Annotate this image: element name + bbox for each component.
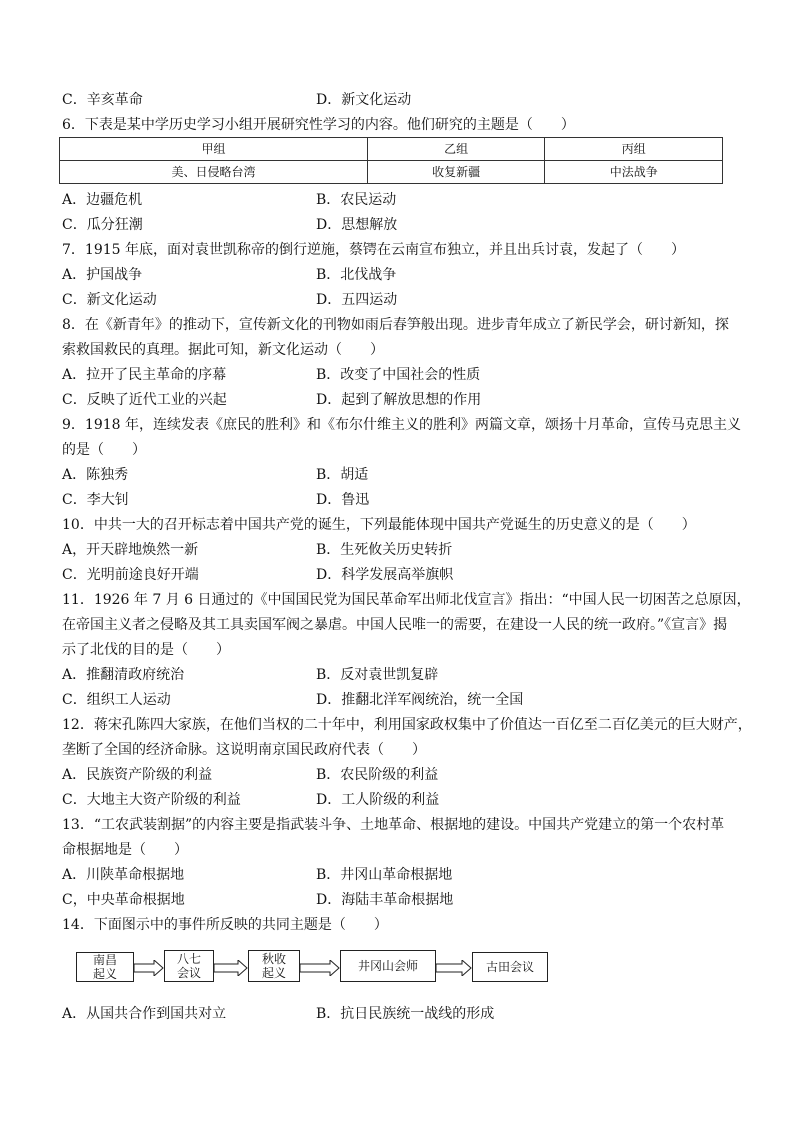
- q10-option-b: B．生死攸关历史转折: [316, 542, 453, 558]
- table-cell: 美、日侵略台湾: [60, 161, 368, 184]
- q11-option-d: D．推翻北洋军阀统治，统一全国: [316, 692, 524, 708]
- q11-option-c: C．组织工人运动: [62, 692, 171, 708]
- flow-arrow-icon: [214, 960, 248, 976]
- q7-option-a: A．护国战争: [62, 267, 143, 283]
- q7-option-d: D．五四运动: [316, 292, 398, 308]
- q13-stem-line2: 命根据地是（ ）: [62, 842, 188, 858]
- q8-stem-line1: 8．在《新青年》的推动下，宣传新文化的刊物如雨后春笋般出现。进步青年成立了新民学会，研讨新知，探: [62, 317, 729, 333]
- q8-option-d: D．起到了解放思想的作用: [316, 392, 482, 408]
- flow-box-label: 南昌: [92, 953, 117, 967]
- q14-option-a: A．从国共合作到国共对立: [62, 1006, 227, 1022]
- q13-stem-line1: 13．“工农武装割据”的内容主要是指武装斗争、土地革命、根据地的建设。中国共产党建立的第一个农村革: [62, 817, 725, 833]
- q11-option-a: A．推翻清政府统治: [62, 667, 185, 683]
- flow-box-nanchang: [76, 952, 134, 982]
- q5-option-c: C．辛亥革命: [62, 92, 143, 108]
- q7-option-b: B．北伐战争: [316, 267, 397, 283]
- q12-option-a: A．民族资产阶级的利益: [62, 767, 213, 783]
- q12-option-b: B．农民阶级的利益: [316, 767, 439, 783]
- table-header-row: [60, 138, 723, 161]
- q9-option-a: A．陈独秀: [62, 467, 129, 483]
- q13-option-a: A．川陕革命根据地: [62, 867, 185, 883]
- flow-arrow-icon: [300, 960, 340, 976]
- flow-arrow-icon: [436, 960, 472, 976]
- q12-stem-line1: 12．蒋宋孔陈四大家族，在他们当权的二十年中，利用国家政权集中了价值达一百亿至二百亿美元的巨大财产，: [62, 717, 752, 733]
- flow-box-gutian: [472, 952, 548, 982]
- q9-stem-line2: 的是（ ）: [62, 442, 146, 458]
- flow-box-qiushou: [248, 950, 300, 982]
- flow-arrow-icon: [134, 960, 164, 976]
- q11-option-b: B．反对袁世凯复辟: [316, 667, 439, 683]
- q6-option-b: B．农民运动: [316, 192, 397, 208]
- q7-stem: 7．1915 年底，面对袁世凯称帝的倒行逆施，蔡锷在云南宣布独立，并且出兵讨袁，发起了（ ）: [62, 242, 685, 258]
- q13-option-b: B．井冈山革命根据地: [316, 867, 453, 883]
- table-cell: 收复新疆: [367, 161, 545, 184]
- q10-stem: 10．中共一大的召开标志着中国共产党的诞生，下列最能体现中国共产党诞生的历史意义的是（ ）: [62, 517, 696, 533]
- table-cell: 中法战争: [545, 161, 723, 184]
- q12-option-d: D．工人阶级的利益: [316, 792, 440, 808]
- q6-option-c: C．瓜分狂潮: [62, 217, 143, 233]
- q7-option-c: C．新文化运动: [62, 292, 157, 308]
- q6-option-a: A．边疆危机: [62, 192, 143, 208]
- flow-box-label: 八七: [176, 952, 201, 966]
- q11-stem-line3: 示了北伐的目的是（ ）: [62, 642, 230, 658]
- table-header-cell: 甲组: [60, 138, 368, 161]
- q6-table: [59, 137, 723, 184]
- q14-flow-diagram: [76, 948, 556, 988]
- q10-option-d: D．科学发展高举旗帜: [316, 567, 454, 583]
- q12-stem-line2: 垄断了全国的经济命脉。这说明南京国民政府代表（ ）: [62, 742, 426, 758]
- q9-stem-line1: 9．1918 年，连续发表《庶民的胜利》和《布尔什维主义的胜利》两篇文章，颂扬十月革命，宣传马克思主义: [62, 417, 741, 433]
- q11-stem-line2: 在帝国主义者之侵略及其工具卖国军阀之暴虐。中国人民唯一的需要，在建设一人民的统一政府。”《宣言》揭: [62, 617, 728, 633]
- q9-option-b: B．胡适: [316, 467, 369, 483]
- table-row: [60, 161, 723, 184]
- q8-option-c: C．反映了近代工业的兴起: [62, 392, 227, 408]
- q10-option-a: A，开天辟地焕然一新: [62, 542, 199, 558]
- q6-option-d: D．思想解放: [316, 217, 398, 233]
- flow-box-label: 起义: [261, 966, 286, 980]
- q14-option-b: B．抗日民族统一战线的形成: [316, 1006, 495, 1022]
- flow-box-baqi: [164, 950, 214, 982]
- flow-box-label: 井冈山会师: [357, 959, 418, 973]
- flow-box-label: 会议: [176, 966, 201, 980]
- q13-option-c: C，中央革命根据地: [62, 892, 185, 908]
- table-header-cell: 丙组: [545, 138, 723, 161]
- q8-option-b: B．改变了中国社会的性质: [316, 367, 481, 383]
- table-header-cell: 乙组: [367, 138, 545, 161]
- flow-box-jinggangshan: [340, 950, 436, 982]
- q11-stem-line1: 11．1926 年 7 月 6 日通过的《中国国民党为国民革命军出师北伐宣言》指出：“中国人民一切困苦之总原因，: [62, 592, 751, 608]
- q13-option-d: D．海陆丰革命根据地: [316, 892, 454, 908]
- q14-stem: 14．下面图示中的事件所反映的共同主题是（ ）: [62, 917, 388, 933]
- flow-box-label: 古田会议: [485, 960, 534, 974]
- q9-option-d: D．鲁迅: [316, 492, 370, 508]
- q8-stem-line2: 索救国救民的真理。据此可知，新文化运动（ ）: [62, 342, 384, 358]
- q10-option-c: C．光明前途良好开端: [62, 567, 199, 583]
- flow-box-label: 秋收: [261, 952, 286, 966]
- q12-option-c: C．大地主大资产阶级的利益: [62, 792, 241, 808]
- q6-stem: 6．下表是某中学历史学习小组开展研究性学习的内容。他们研究的主题是（ ）: [62, 117, 575, 133]
- q8-option-a: A．拉开了民主革命的序幕: [62, 367, 227, 383]
- flow-box-label: 起义: [92, 967, 117, 981]
- q9-option-c: C．李大钊: [62, 492, 129, 508]
- q5-option-d: D．新文化运动: [316, 92, 412, 108]
